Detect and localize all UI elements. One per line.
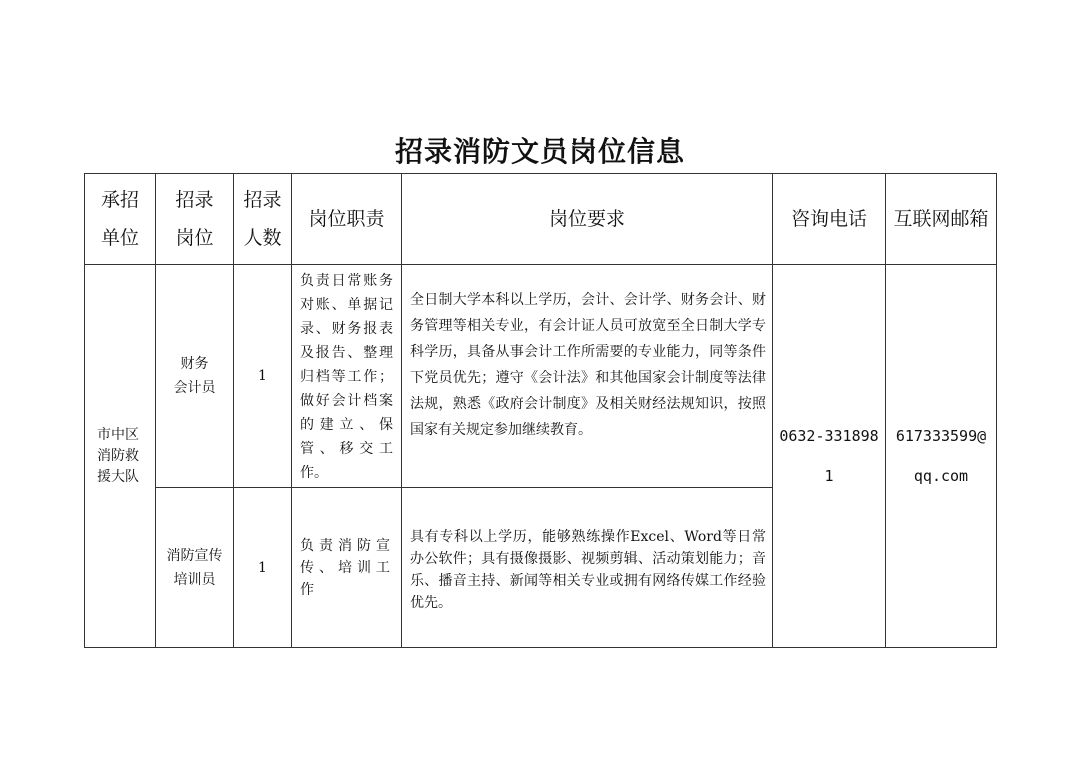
- header-email: 互联网邮箱: [886, 174, 997, 265]
- header-unit: 承招 单位: [85, 174, 156, 265]
- header-requirement: 岗位要求: [402, 174, 773, 265]
- requirement-cell: 全日制大学本科以上学历，会计、会计学、财务会计、财务管理等相关专业，有会计证人员可放宽至全日制大学专科学历，具备从事会计工作所需要的专业能力，同等条件下党员优先；遵守《会计法》和其他国家会计制度等法律法规，熟悉《政府会计制度》及相关财经法规知识，按照国家有关规定参加继续教育。: [402, 265, 773, 488]
- unit-cell: 市中区 消防救 援大队: [85, 265, 156, 648]
- duty-cell: 负责日常账务对账、单据记录、财务报表及报告、整理归档等工作；做好会计档案的建立、保管、移交工作。: [292, 265, 402, 488]
- header-count: 招录 人数: [234, 174, 292, 265]
- header-phone: 咨询电话: [773, 174, 886, 265]
- document-title: 招录消防文员岗位信息: [394, 135, 685, 168]
- requirement-cell: 具有专科以上学历，能够熟练操作Excel、Word等日常办公软件；具有摄像摄影、视频剪辑、活动策划能力；音乐、播音主持、新闻等相关专业或拥有网络传媒工作经验优先。: [402, 488, 773, 648]
- position-cell: 消防宣传 培训员: [156, 488, 234, 648]
- job-info-table: [84, 173, 997, 648]
- header-position: 招录 岗位: [156, 174, 234, 265]
- phone-cell: 0632-331898 1: [773, 265, 886, 648]
- count-cell: 1: [234, 265, 292, 488]
- header-duty: 岗位职责: [292, 174, 402, 265]
- table-header-row: [85, 174, 997, 265]
- count-cell: 1: [234, 488, 292, 648]
- position-cell: 财务 会计员: [156, 265, 234, 488]
- email-cell: 617333599@ qq.com: [886, 265, 997, 648]
- table-row: [85, 265, 997, 488]
- duty-cell: 负责消防宣传、培训工作: [292, 488, 402, 648]
